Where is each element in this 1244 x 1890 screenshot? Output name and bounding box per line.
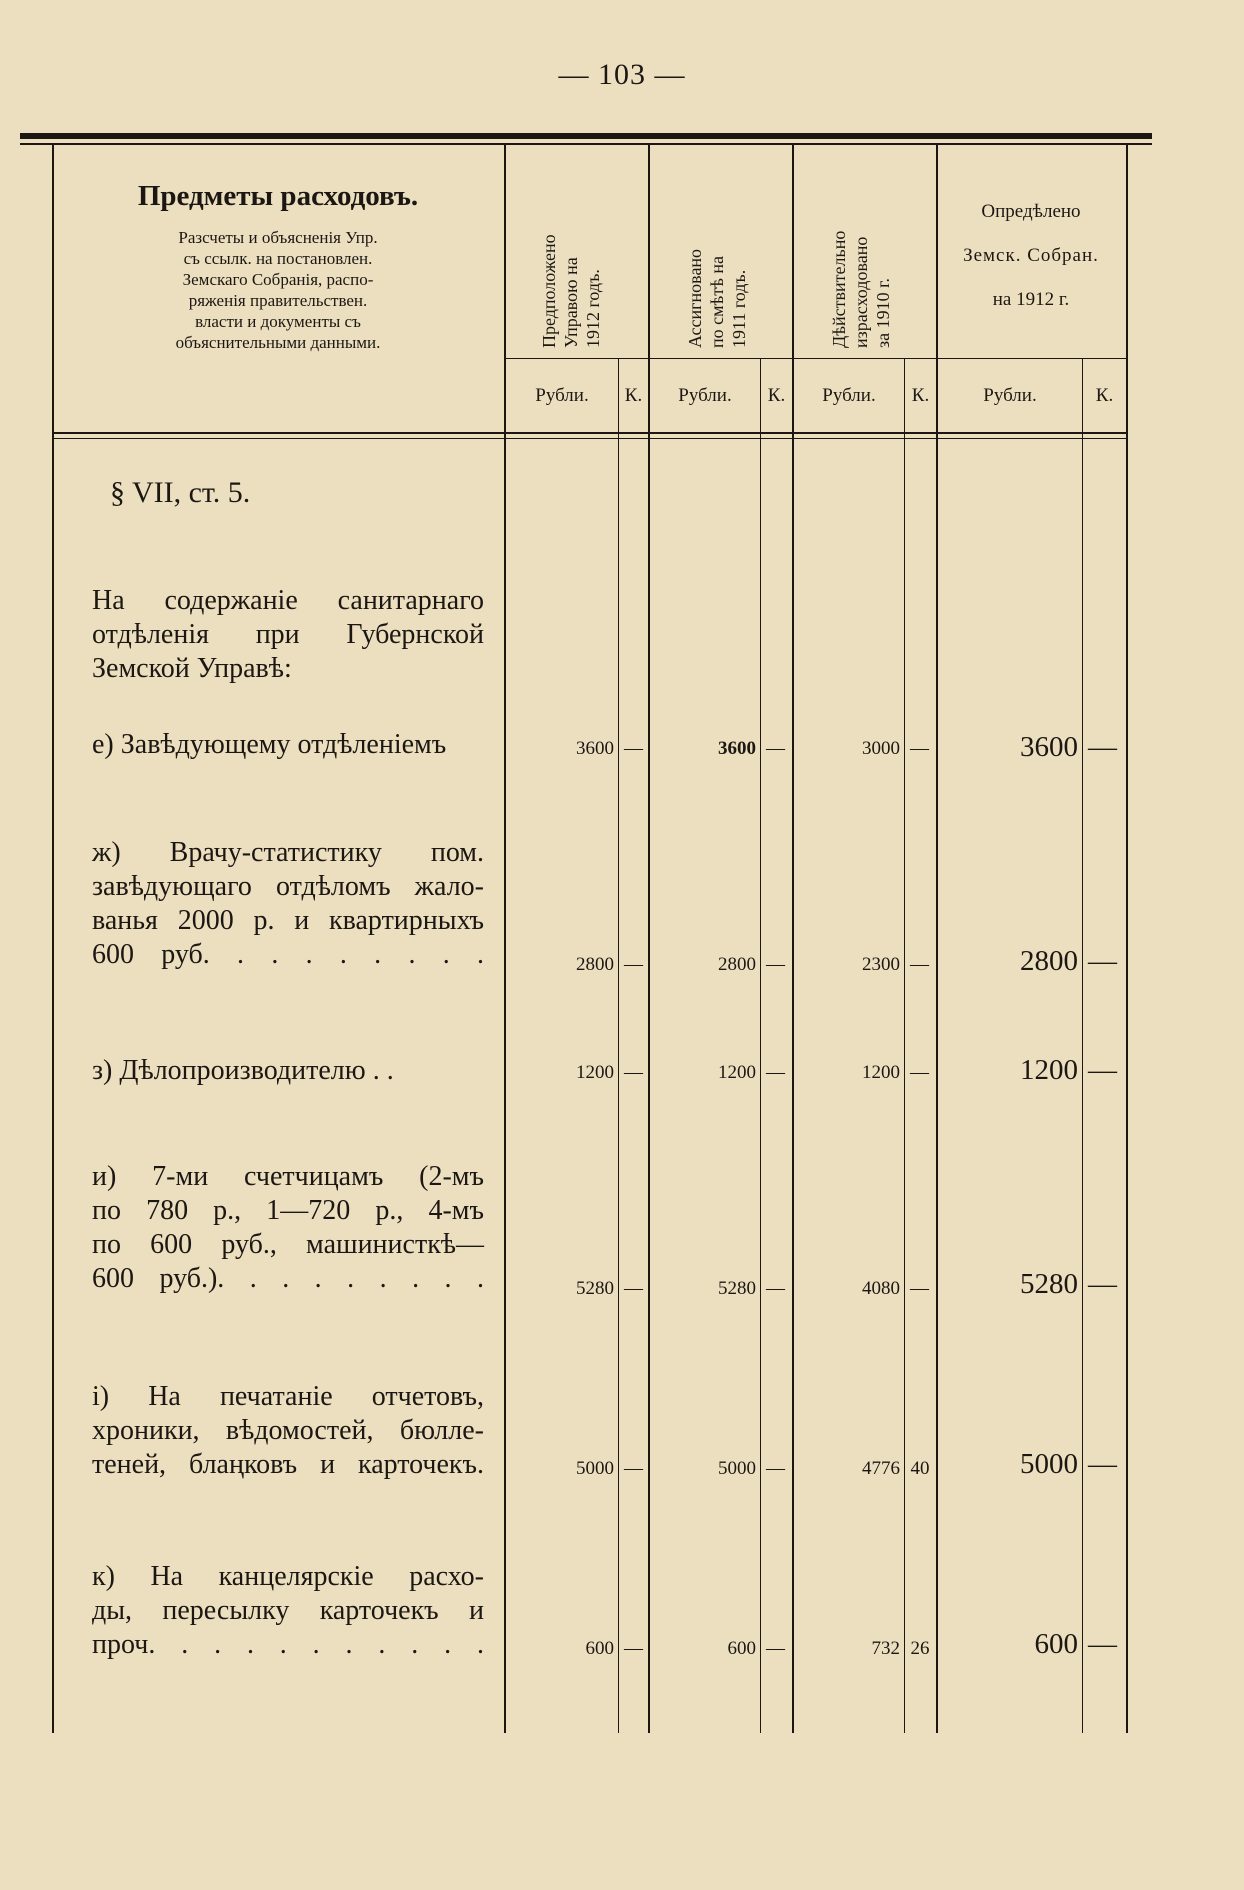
page-number: — 103 —	[558, 58, 686, 91]
row-e-assigned-kop: —	[766, 738, 785, 759]
row-i-spent-kop: —	[910, 1278, 929, 1299]
row-i-dot-assigned-kop: —	[766, 1458, 785, 1479]
col-determined-header: Опредѣлено Земск. Собран. на 1912 г.	[963, 201, 1099, 310]
row-zh-spent-kop: —	[910, 954, 929, 975]
row-k-proposed: 600	[585, 1638, 614, 1659]
row-e-text: е) Завѣдующему отдѣленіемъ	[92, 729, 447, 760]
row-z-assigned-kop: —	[766, 1062, 785, 1083]
row-i-determined: 5280	[1020, 1268, 1078, 1300]
row-z-spent: 1200	[862, 1062, 900, 1083]
subjects-header	[56, 180, 500, 353]
row-e-determined: 3600	[1020, 731, 1078, 763]
row-z-spent-kop: —	[910, 1062, 929, 1083]
row-i-assigned: 5280	[718, 1278, 756, 1299]
top-rule	[20, 133, 1152, 139]
row-k-text: к) На канцелярскіе расхо- ды, пересылку карточекъ и проч. . . . . . . . . . .	[92, 1561, 484, 1660]
row-i-dot-assigned: 5000	[718, 1458, 756, 1479]
row-i-dot-spent: 4776	[862, 1458, 900, 1479]
row-e-proposed: 3600	[576, 738, 614, 759]
row-z-text: з) Дѣлопроизводителю . .	[92, 1055, 394, 1086]
row-i-assigned-kop: —	[766, 1278, 785, 1299]
row-i-dot-text: і) На печатаніе отчетовъ, хроники, вѣдомостей, бюлле- теней, блаңковъ и карточекъ.	[92, 1381, 484, 1480]
col-assigned-header: Ассигновано по смѣтѣ на 1911 годъ.	[685, 248, 749, 348]
row-z-determined-kop: —	[1088, 1054, 1117, 1086]
row-i-dot-proposed: 5000	[576, 1458, 614, 1479]
row-zh-spent: 2300	[862, 954, 900, 975]
subjects-note: Разсчеты и объясненія Упр. съ ссылк. на постановлен. Земскаго Собранія, распо- ряженія правительствен. власти и документы съ объяснительными данными.	[175, 228, 381, 352]
section-heading: § VII, ст. 5.	[110, 476, 251, 509]
intro-text: На содержаніе санитарнаго отдѣленія при Губернской Земской Управѣ:	[92, 585, 484, 684]
row-e-spent: 3000	[862, 738, 900, 759]
row-e-spent-kop: —	[910, 738, 929, 759]
row-zh-assigned-kop: —	[766, 954, 785, 975]
row-k-spent-kop-value: 26	[910, 1638, 930, 1659]
subjects-title: Предметы расходовъ.	[137, 180, 419, 212]
row-zh-determined-kop: —	[1088, 945, 1117, 977]
row-k-determined: 600	[1034, 1628, 1078, 1660]
row-i-text: и) 7-ми счетчицамъ (2-мъ по 780 р., 1—720 р., 4-мъ по 600 руб., машинисткѣ— 600 руб.). . . . . . . . .	[92, 1161, 484, 1294]
row-k-proposed-kop: —	[624, 1638, 643, 1659]
row-zh-text: ж) Врачу-статистику пом. завѣдующаго отдѣломъ жало- ванья 2000 р. и квартирныхъ 600 руб. . . . . . . . .	[92, 837, 484, 970]
rub-label-2: Рубли.	[678, 385, 732, 406]
row-k-spent: 732	[871, 1638, 900, 1659]
row-z-assigned: 1200	[718, 1062, 756, 1083]
row-zh-proposed: 2800	[576, 954, 614, 975]
row-i-spent: 4080	[862, 1278, 900, 1299]
kop-label-1: К.	[624, 385, 643, 406]
kop-label-4: К.	[1095, 385, 1114, 406]
kop-label-2: К.	[767, 385, 786, 406]
kop-label-3: К.	[911, 385, 930, 406]
row-z-determined: 1200	[1020, 1054, 1078, 1086]
row-i-dot-determined-kop: —	[1088, 1448, 1117, 1480]
row-zh-proposed-kop: —	[624, 954, 643, 975]
top-rule-thin	[20, 143, 1152, 145]
row-i-proposed: 5280	[576, 1278, 614, 1299]
row-k-assigned-kop: —	[766, 1638, 785, 1659]
row-i-determined-kop: —	[1088, 1268, 1117, 1300]
row-zh-assigned: 2800	[718, 954, 756, 975]
row-i-dot-spent-kop-value: 40	[910, 1458, 930, 1479]
col-spent-header: Дѣйствительно израсходовано за 1910 г.	[829, 230, 893, 348]
row-z-proposed: 1200	[576, 1062, 614, 1083]
row-i-dot-determined: 5000	[1020, 1448, 1078, 1480]
row-z-proposed-kop: —	[624, 1062, 643, 1083]
row-e-proposed-kop: —	[624, 738, 643, 759]
row-i-dot-proposed-kop: —	[624, 1458, 643, 1479]
row-e-determined-kop: —	[1088, 731, 1117, 763]
row-i-proposed-kop: —	[624, 1278, 643, 1299]
row-zh-determined: 2800	[1020, 945, 1078, 977]
col-proposed-header: Предположено Управою на 1912 годъ.	[539, 234, 603, 348]
rub-label-3: Рубли.	[822, 385, 876, 406]
row-k-assigned: 600	[727, 1638, 756, 1659]
row-k-determined-kop: —	[1088, 1628, 1117, 1660]
rub-label-1: Рубли.	[535, 385, 589, 406]
rub-label-4: Рубли.	[983, 385, 1037, 406]
row-e-assigned: 3600	[718, 738, 756, 759]
